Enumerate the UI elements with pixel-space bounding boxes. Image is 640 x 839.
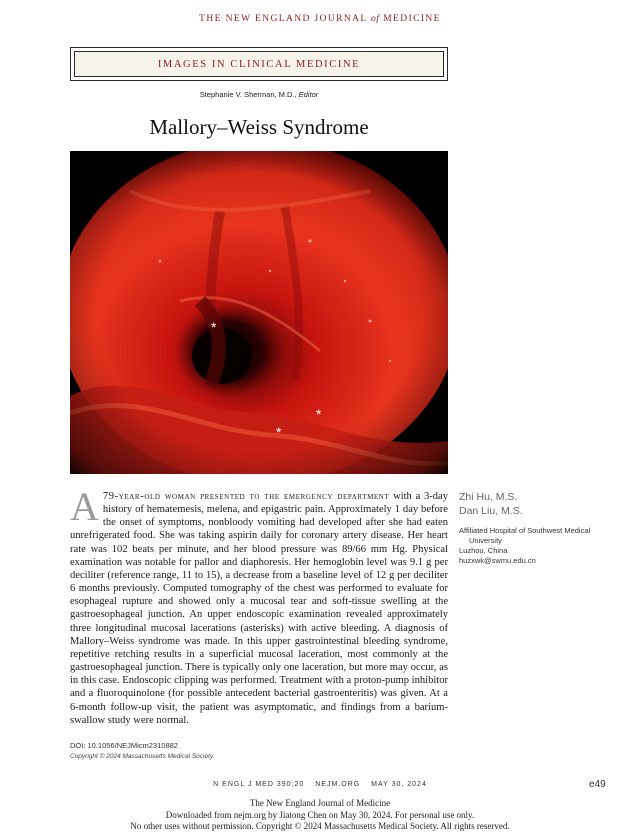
journal-of: of [371,14,380,24]
notice-line: No other uses without permission. Copyright © 2024 Massachusetts Medical Society. All rights reserved. [130,821,510,831]
editor-name: Stephanie V. Sherman, M.D., [199,90,297,99]
laceration-marker: * [316,406,322,422]
doi-link[interactable]: DOI: 10.1056/NEJMicm2310882 [70,741,178,750]
page-number: e49 [589,779,606,790]
article-title: Mallory–Weiss Syndrome [149,115,369,139]
notice-line: The New England Journal of Medicine [249,798,391,808]
editor-role: Editor [298,90,319,99]
download-notice [0,798,640,833]
author-block [459,491,629,566]
author-name: Zhi Hu, M.S. [459,491,518,503]
editor-credit [70,90,448,99]
laceration-marker: * [276,424,282,440]
affiliation [459,526,629,566]
journal-the: THE [199,14,222,24]
journal-masthead [0,14,640,24]
affiliation-line: Affiliated Hospital of Southwest Medical [459,526,591,535]
journal-name-part2: MEDICINE [383,14,441,24]
section-title: IMAGES IN CLINICAL MEDICINE [157,58,361,70]
article-body [70,484,448,727]
citation: N ENGL J MED 390;20 [213,781,305,788]
journal-name-part1: NEW ENGLAND JOURNAL [225,14,368,24]
section-banner [70,47,448,81]
lead-in: 79-year-old woman presented to the emergency department [102,491,390,502]
affiliation-line: University [469,536,502,545]
copyright-notice: Copyright © 2024 Massachusetts Medical Society. [70,753,215,760]
footer-citation [0,781,640,788]
publication-date: MAY 30, 2024 [371,781,427,788]
notice-line: Downloaded from nejm.org by Jiatong Chen on May 30, 2024. For personal use only. [165,809,475,820]
site-link[interactable]: NEJM.ORG [315,781,361,788]
endoscopy-image [70,151,448,474]
body-text: with a 3-day history of hematemesis, melena, and epigastric pain. Approximately 1 day before the onset of symptoms, nonbloody vomiting had developed after she had eaten unrefrigerated food. She was taking aspirin daily for coronary artery disease. Her heart rate was 102 beats per minute, and her blood pressure was 89/66 mm Hg. Physical examination was notable for pallor and diaphoresis. Her hemoglobin level was 9.1 g per deciliter (reference range, 11 to 15), a decrease from a baseline level of 12 g per deciliter 6 months previously. Computed tomography of the chest was performed to evaluate for esophageal rupture and showed only a mucosal tear and soft-tissue swelling at the gastroesophageal junction. An upper endoscopic examination revealed approximately three longitudinal mucosal lacerations (asterisks) with active bleeding. A diagnosis of Mallory–Weiss syndrome was made. In this upper gastrointestinal bleeding syndrome, repetitive retching results in a superficial mucosal laceration, most commonly at the gastroesophageal junction. There is typically only one laceration, but more may occur, as in this case. Endoscopic clipping was performed. Treatment with a proton-pump inhibitor and a fluoroquinolone (for possible antecedent bacterial gastroenteritis) was given. At a 6-month follow-up visit, the patient was asymptomatic, and findings from a barium-swallow study were normal. [70,491,448,726]
author-name: Dan Liu, M.S. [459,504,523,517]
affiliation-location: Luzhou, China [459,546,508,555]
laceration-marker: * [211,319,217,335]
author-email[interactable]: huzxwk@swmu.edu.cn [459,556,536,565]
drop-cap: A [70,484,99,529]
